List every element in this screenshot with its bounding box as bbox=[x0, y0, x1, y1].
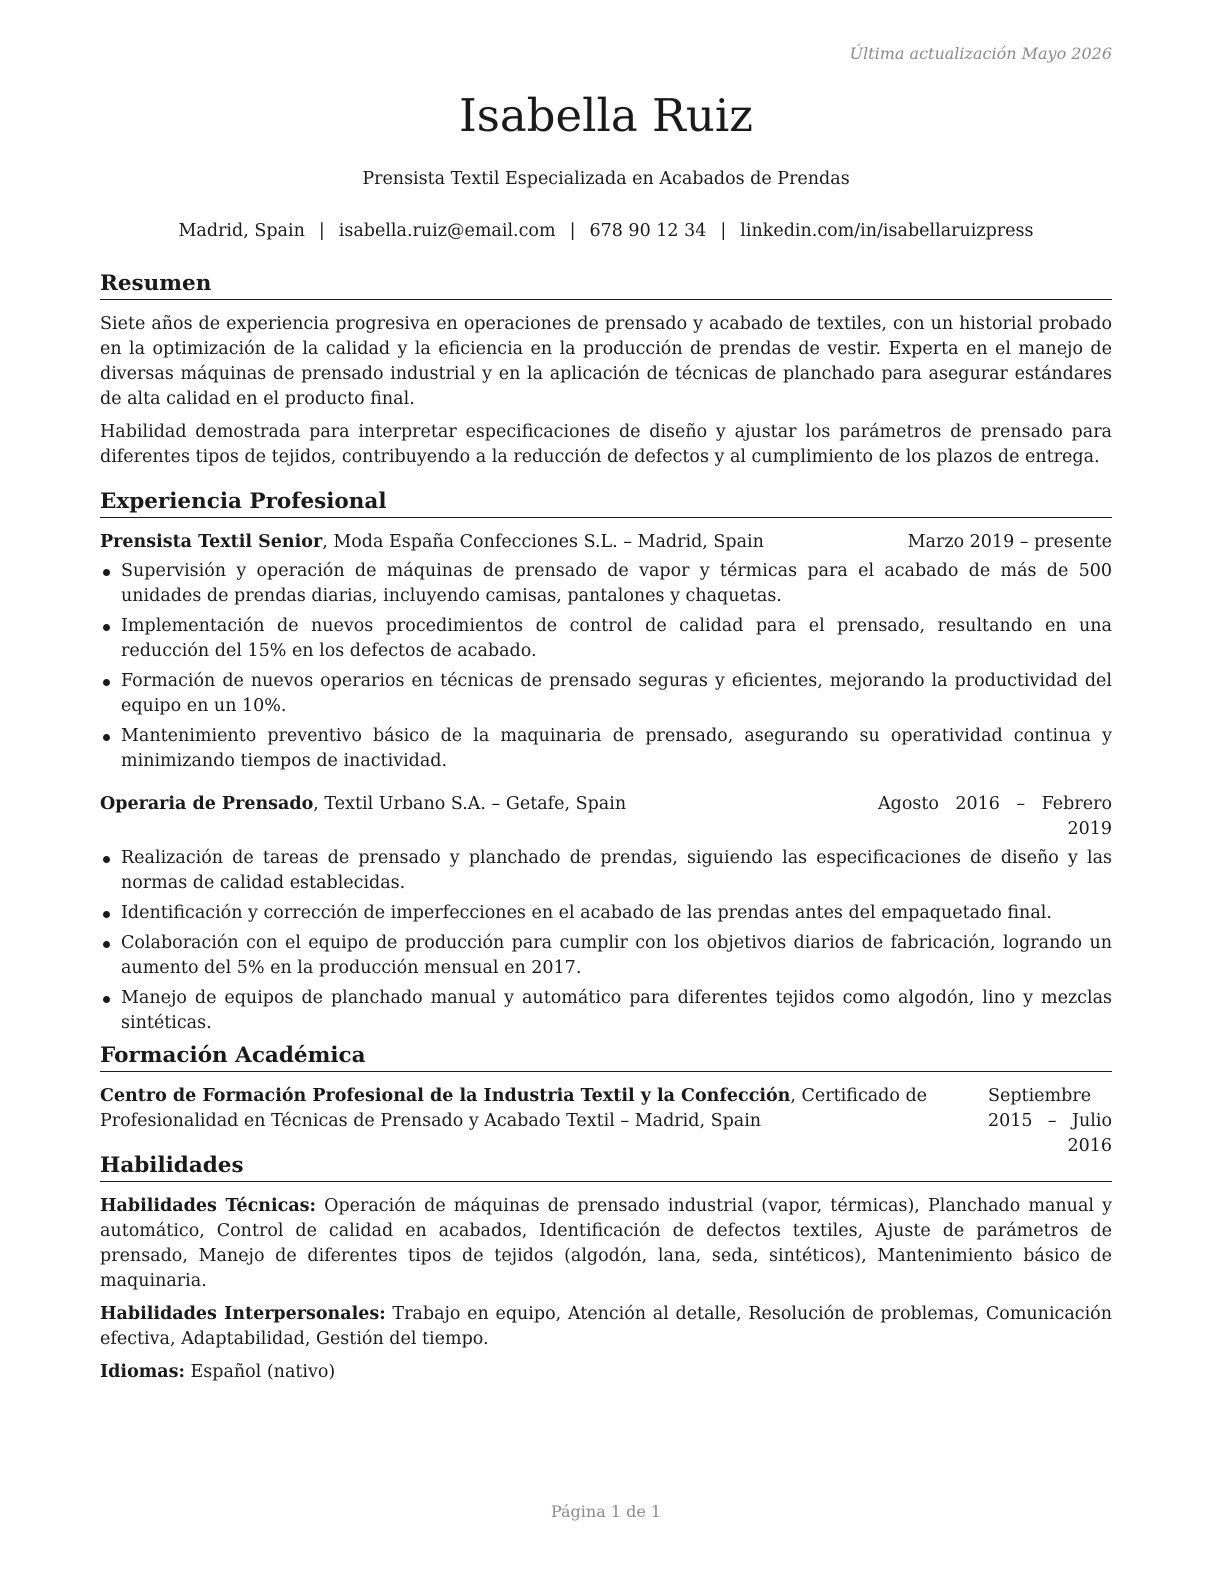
skills-section bbox=[100, 1152, 1112, 1393]
last-updated: Última actualización Mayo 2026 bbox=[849, 44, 1112, 63]
education-section bbox=[100, 1042, 1112, 1159]
bullet-icon bbox=[103, 941, 110, 948]
technical-skills-label: Habilidades Técnicas: bbox=[100, 1196, 316, 1216]
tagline: Prensista Textil Especializada en Acabados de Prendas bbox=[362, 169, 850, 189]
bullet-text: Formación de nuevos operarios en técnicas de prensado seguras y eficientes, mejorando la productividad del equipo en un 10%. bbox=[121, 671, 1112, 716]
list-item bbox=[100, 669, 1112, 719]
contact-separator: | bbox=[318, 221, 325, 241]
job-role: Prensista Textil Senior bbox=[100, 532, 323, 552]
technical-skills bbox=[100, 1194, 1112, 1294]
bullet-icon bbox=[103, 996, 110, 1003]
job-bullets bbox=[100, 559, 1112, 774]
summary-section bbox=[100, 270, 1112, 478]
contact-linkedin[interactable]: linkedin.com/in/isabellaruizpress bbox=[740, 221, 1034, 241]
list-item bbox=[100, 931, 1112, 981]
technical-skills-text: Operación de máquinas de prensado industrial (vapor, térmicas), Planchado manual y automático, Control de calidad en acabados, Identificación de defectos textiles, Ajuste de parámetros de prensado, Manejo de diferentes tipos de tejidos (algodón, lana, seda, sintéticos), Mantenimiento básico de maquinaria. bbox=[100, 1196, 1112, 1291]
bullet-text: Implementación de nuevos procedimientos de control de calidad para el prensado, resultando en una reducción del 15% en los defectos de acabado. bbox=[121, 616, 1112, 661]
education-entry bbox=[100, 1084, 1112, 1159]
summary-paragraph: Habilidad demostrada para interpretar especificaciones de diseño y ajustar los parámetros de prensado para diferentes tipos de tejidos, contribuyendo a la reducción de defectos y al cumplimiento de los plazos de entrega. bbox=[100, 422, 1112, 467]
section-title-skills: Habilidades bbox=[100, 1152, 1112, 1182]
languages bbox=[100, 1360, 1112, 1385]
bullet-icon bbox=[103, 856, 110, 863]
bullet-icon bbox=[103, 911, 110, 918]
languages-label: Idiomas: bbox=[100, 1362, 185, 1382]
contact-separator: | bbox=[720, 221, 727, 241]
contact-separator: | bbox=[569, 221, 576, 241]
contact-phone: 678 90 12 34 bbox=[589, 221, 707, 241]
job-entry bbox=[100, 530, 1112, 774]
job-entry bbox=[100, 792, 1112, 1036]
section-title-education: Formación Académica bbox=[100, 1042, 1112, 1072]
job-header bbox=[100, 792, 1112, 842]
job-company: , Moda España Confecciones S.L. – Madrid, Spain bbox=[322, 532, 764, 552]
education-detail: , Certificado de Profesionalidad en Técnicas de Prensado y Acabado Textil – Madrid, Spain bbox=[100, 1086, 928, 1131]
contact-email[interactable]: isabella.ruiz@email.com bbox=[338, 221, 556, 241]
page-number: Página 1 de 1 bbox=[550, 1502, 662, 1521]
experience-section bbox=[100, 488, 1112, 1041]
languages-text: Español (nativo) bbox=[184, 1362, 336, 1382]
education-institution: Centro de Formación Profesional de la Industria Textil y la Confección bbox=[100, 1086, 791, 1106]
resume-page bbox=[100, 0, 1112, 1584]
list-item bbox=[100, 986, 1112, 1036]
job-dates: Agosto 2016 – Febrero 2019 bbox=[878, 794, 1112, 839]
job-role: Operaria de Prensado bbox=[100, 794, 314, 814]
bullet-icon bbox=[103, 569, 110, 576]
interpersonal-skills-label: Habilidades Interpersonales: bbox=[100, 1304, 386, 1324]
job-bullets bbox=[100, 846, 1112, 1036]
interpersonal-skills-text: Trabajo en equipo, Atención al detalle, Resolución de problemas, Comunicación efectiva, Adaptabilidad, Gestión del tiempo. bbox=[100, 1304, 1112, 1349]
contact-location: Madrid, Spain bbox=[178, 221, 305, 241]
list-item bbox=[100, 559, 1112, 609]
list-item bbox=[100, 614, 1112, 664]
job-dates: Marzo 2019 – presente bbox=[907, 532, 1112, 552]
section-title-experience: Experiencia Profesional bbox=[100, 488, 1112, 518]
bullet-icon bbox=[103, 734, 110, 741]
job-header bbox=[100, 530, 1112, 555]
bullet-text: Identificación y corrección de imperfecciones en el acabado de las prendas antes del empaquetado final. bbox=[121, 903, 1052, 923]
bullet-text: Realización de tareas de prensado y planchado de prendas, siguiendo las especificaciones de diseño y las normas de calidad establecidas. bbox=[121, 848, 1112, 893]
list-item bbox=[100, 846, 1112, 896]
bullet-icon bbox=[103, 679, 110, 686]
bullet-text: Manejo de equipos de planchado manual y automático para diferentes tejidos como algodón, lino y mezclas sintéticas. bbox=[121, 988, 1112, 1033]
bullet-text: Mantenimiento preventivo básico de la maquinaria de prensado, asegurando su operatividad continua y minimizando tiempos de inactividad. bbox=[121, 726, 1112, 771]
bullet-icon bbox=[103, 624, 110, 631]
candidate-name: Isabella Ruiz bbox=[458, 89, 754, 142]
list-item bbox=[100, 901, 1112, 926]
education-dates: Septiembre 2015 – Julio 2016 bbox=[988, 1086, 1112, 1156]
summary-paragraph: Siete años de experiencia progresiva en operaciones de prensado y acabado de textiles, con un historial probado en la optimización de la calidad y la eficiencia en la producción de prendas de vestir. Experta en el manejo de diversas máquinas de prensado industrial y en la aplicación de técnicas de planchado para asegurar estándares de alta calidad en el producto final. bbox=[100, 314, 1112, 409]
section-title-summary: Resumen bbox=[100, 270, 1112, 300]
bullet-text: Supervisión y operación de máquinas de prensado de vapor y térmicas para el acabado de más de 500 unidades de prendas diarias, incluyendo camisas, pantalones y chaquetas. bbox=[121, 561, 1112, 606]
contact-line bbox=[100, 219, 1112, 243]
list-item bbox=[100, 724, 1112, 774]
job-company: , Textil Urbano S.A. – Getafe, Spain bbox=[313, 794, 627, 814]
bullet-text: Colaboración con el equipo de producción para cumplir con los objetivos diarios de fabricación, logrando un aumento del 5% en la producción mensual en 2017. bbox=[121, 933, 1112, 978]
interpersonal-skills bbox=[100, 1302, 1112, 1352]
